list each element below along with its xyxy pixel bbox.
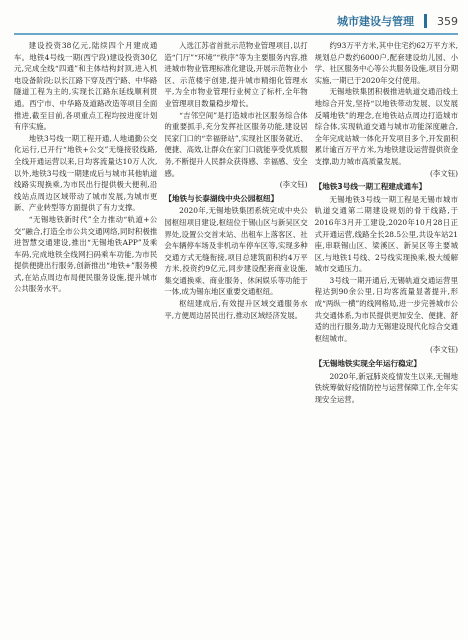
column-3 [315, 40, 458, 634]
author-signature: (李文钰) [430, 345, 458, 355]
entry-heading: 【无锡地铁实现全年运行稳定】 [314, 359, 421, 369]
paragraph: 3号线一期开通后,无锡轨道交通运营里程达到90余公里,日均客流量显著提升,形成“两纵一横”的线网格局,进一步完善城市公共交通体系,为市民提供更加安全、便捷、舒适的出行服务,助力无锡建设现代化综合交通枢纽城市。 [314, 275, 458, 343]
author-signature: (李文钰) [430, 168, 458, 178]
paragraph: 2020年,新冠肺炎疫情发生以来,无锡地铁统筹做好疫情防控与运营保障工作,全年实现安全运营。 [314, 371, 458, 404]
entry-heading: 【地铁与长泰湖线中央公园枢纽】 [164, 193, 279, 203]
paragraph: “吉邻空间”是打造城市社区服务综合体的重要抓手,充分发挥社区服务功能,建设居民家门口的“幸福驿站”,实现社区服务就近、便捷、高效,让群众在家门口就能享受优质服务,不断提升人民群众获得感、幸福感、安全感。 [164, 110, 308, 178]
text-columns [14, 40, 458, 634]
header-rule [14, 33, 458, 35]
paragraph: 无锡地铁集团积极推进轨道交通沿线土地综合开发,坚持“以地铁带动发展、以发展反哺地铁”的理念,在地铁站点周边打造城市综合体,实现轨道交通与城市功能深度融合,全年完成站城一体化开发项目多个,开发面积累计逾百万平方米,为地铁建设运营提供资金支撑,助力城市高质量发展。 [314, 87, 458, 166]
section-title: 城市建设与管理 [337, 15, 414, 28]
entry-heading: 【地铁3号线一期工程建成通车】 [314, 182, 427, 192]
paragraph: “无锡地铁新时代”全力推动“轨道+公交”融合,打造全市公共交通网络,同时积极推进智慧交通建设,推出“无锡地铁APP”及乘车码,完成地铁全线网扫码乘车功能,为市民提供便捷出行服务,创新推出“地铁+”服务模式,在站点周边布局便民服务设施,提升城市公共服务水平。 [14, 214, 158, 294]
paragraph: 入选江苏省首批示范物业管理项目,以打造“门厅”“环境”“秩序”等为主要服务内容,推进城市物业管理标准化建设,开展示范物业小区、示范楼宇创建,提升城市精细化管理水平,为全市物业管理行业树立了标杆,全年物业管理项目数量稳步增长。 [164, 41, 308, 108]
paragraph: 约93万平方米,其中住宅约62万平方米,规划总户数约6000户,配套建设幼儿园、小学、社区服务中心等公共服务设施,项目分期实施,一期已于2020年交付使用。 [314, 41, 458, 85]
paragraph: 枢纽建成后,有效提升区域交通服务水平,方便周边居民出行,推动区域经济发展。 [164, 299, 308, 320]
column-2 [164, 40, 307, 634]
paragraph: 2020年,无锡地铁集团系统完成中央公园枢纽项目建设,枢纽位于锡山区与新吴区交界处,设置公交首末站、出租车上落客区、社会车辆停车场及非机动车停车区等,实现多种交通方式无缝衔接,项目总建筑面积约4万平方米,投资约9亿元,同步建设配套商业设施,集交通换乘、商业服务、休闲娱乐等功能于一体,成为锡东地区重要交通枢纽。 [164, 206, 308, 297]
paragraph: 无锡地铁3号线一期工程是无锡市城市轨道交通第二期建设规划的骨干线路,于2016年3月开工建设,2020年10月28日正式开通运营,线路全长28.5公里,共设车站21座,串联锡山区、梁溪区、新吴区等主要城区,与地铁1号线、2号线实现换乘,极大缓解城市交通压力。 [314, 194, 458, 274]
column-1 [14, 40, 157, 634]
paragraph: 地铁3号线一期工程开通,人地通勤公交化运行,已开行“地铁+公交”无缝接驳线路,全线开通运营以来,日均客流量达10万人次,以外,地铁3号线一期建成后与城市其他轨道线路实现换乘,为市民出行提供极大便利,沿线站点周边区域带动了城市发展,为城市更新、产业转型等方面提供了有力支撑。 [14, 133, 158, 213]
page-number: 359 [437, 14, 458, 28]
header-divider [424, 14, 427, 28]
running-header [14, 12, 458, 30]
paragraph: 建设投资38亿元,陆续四个月建成通车。地铁4号线一期(西宁段)建设投资30亿元,完成全线“四通”和主体结构封顶,进入机电设备阶段;以长江路下穿及西宁路、中华路隧道工程为主的,实现长江路东延线顺利贯通。西宁市、中华路及道路改造等项目全面推进,截至目前,各项重点工程均按进度计划有序实施。 [14, 41, 158, 132]
author-signature: (李文钰) [279, 180, 308, 190]
